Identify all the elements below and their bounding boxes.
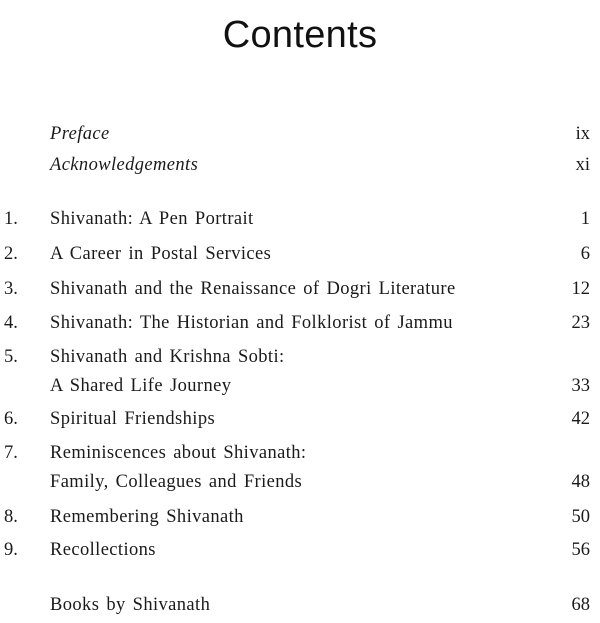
toc-entry-number: 2.: [4, 244, 18, 264]
toc-entry-label: Shivanath and Krishna Sobti:: [50, 347, 285, 367]
toc-entry-label: A Shared Life Journey: [50, 376, 232, 396]
toc-entry-label: Shivanath: A Pen Portrait: [50, 209, 254, 229]
toc-entry-label: Books by Shivanath: [50, 595, 211, 615]
toc-entry-page: 56: [571, 540, 590, 560]
toc-entry-label: Remembering Shivanath: [50, 507, 244, 527]
toc-entry-number: 1.: [4, 209, 18, 229]
toc-entry-books-by-shivanath[interactable]: [0, 590, 600, 620]
toc-entry-page: xi: [575, 155, 590, 175]
toc-entry-label: A Career in Postal Services: [50, 244, 272, 264]
toc-entry-label: Acknowledgements: [50, 155, 199, 175]
toc-entry-label: Spiritual Friendships: [50, 409, 216, 429]
toc-entry-preface[interactable]: [0, 119, 600, 149]
toc-entry-chapter-1[interactable]: [0, 204, 600, 234]
page-title: Contents: [222, 14, 378, 56]
toc-entry-number: 4.: [4, 313, 18, 333]
toc-entry-chapter-9[interactable]: [0, 535, 600, 565]
toc-entry-page: 1: [580, 209, 590, 229]
toc-entry-page: 33: [571, 376, 590, 396]
toc-entry-number: 7.: [4, 443, 18, 463]
toc-entry-chapter-8[interactable]: [0, 502, 600, 532]
toc-entry-label: Preface: [50, 124, 110, 144]
toc-entry-page: 42: [571, 409, 590, 429]
toc-entry-page: 50: [571, 507, 590, 527]
toc-entry-label: Shivanath: The Historian and Folklorist of Jammu: [50, 313, 453, 333]
toc-entry-label: Recollections: [50, 540, 156, 560]
toc-entry-page: 23: [571, 313, 590, 333]
toc-entry-page: 48: [571, 472, 590, 492]
toc-entry-page: 6: [580, 244, 590, 264]
toc-entry-chapter-5-continued[interactable]: [0, 371, 600, 401]
toc-entry-label: Shivanath and the Renaissance of Dogri Literature: [50, 279, 456, 299]
toc-entry-page: 12: [571, 279, 590, 299]
toc-entry-number: 3.: [4, 279, 18, 299]
toc-entry-chapter-4[interactable]: [0, 308, 600, 338]
toc-entry-acknowledgements[interactable]: [0, 150, 600, 180]
toc-entry-number: 6.: [4, 409, 18, 429]
toc-entry-number: 8.: [4, 507, 18, 527]
toc-entry-label: Family, Colleagues and Friends: [50, 472, 303, 492]
toc-entry-chapter-7[interactable]: [0, 438, 600, 468]
toc-entry-number: 9.: [4, 540, 18, 560]
toc-entry-number: 5.: [4, 347, 18, 367]
toc-entry-chapter-2[interactable]: [0, 239, 600, 269]
toc-entry-chapter-7-continued[interactable]: [0, 467, 600, 497]
toc-entry-label: Reminiscences about Shivanath:: [50, 443, 307, 463]
toc-entry-chapter-6[interactable]: [0, 404, 600, 434]
toc-entry-page: ix: [575, 124, 590, 144]
toc-entry-page: 68: [571, 595, 590, 615]
toc-entry-chapter-5[interactable]: [0, 342, 600, 372]
toc-entry-chapter-3[interactable]: [0, 274, 600, 304]
